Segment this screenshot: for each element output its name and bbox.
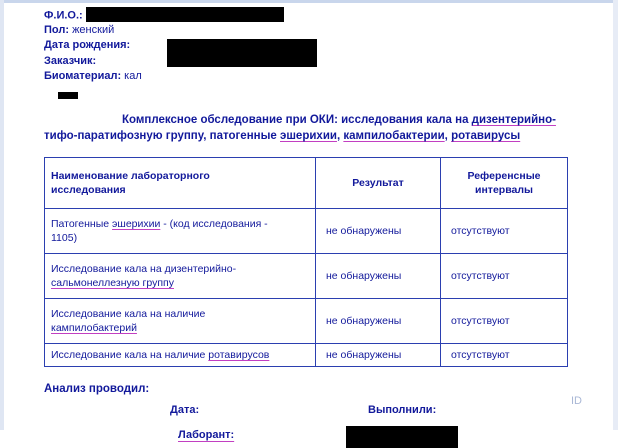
title-line2-b: эшерихии xyxy=(280,130,337,142)
patient-header xyxy=(44,8,589,99)
title-line2-d: кампилобактерии xyxy=(343,130,445,142)
analysis-by-label: Анализ проводил: xyxy=(44,383,150,395)
watermark: ID xyxy=(571,395,582,407)
title-line1-emphasis: дизентерийно- xyxy=(471,114,556,126)
title-line2-e: , xyxy=(444,130,452,142)
signature-redaction xyxy=(346,426,458,448)
lab-technician-label: Лаборант: xyxy=(178,429,235,441)
report-title xyxy=(44,112,589,144)
row-name-part-a: Патогенные xyxy=(51,218,113,230)
row-result: не обнаружены xyxy=(316,254,441,299)
row-result: не обнаружены xyxy=(316,299,441,344)
patient-sex-row xyxy=(44,23,589,38)
row-name xyxy=(45,344,316,367)
row-result: не обнаружены xyxy=(316,209,441,254)
row-name xyxy=(45,254,316,299)
small-redaction xyxy=(58,92,78,99)
page-top-edge xyxy=(0,0,618,3)
table-row xyxy=(45,299,568,344)
row-name-part-a: Исследование кала на дизентерийно- xyxy=(51,263,237,275)
row-name-line2: сальмонеллезную группу xyxy=(51,277,174,289)
header-investigation-line1: Наименование лабораторного xyxy=(51,170,210,182)
row-name-part-a: Исследование кала на наличие xyxy=(51,349,209,361)
biomaterial-value: кал xyxy=(124,70,142,82)
footer-signature-row xyxy=(44,429,589,445)
patient-sex-label: Пол: xyxy=(44,24,70,36)
title-line2-f: ротавирусы xyxy=(451,130,521,142)
table-row xyxy=(45,254,568,299)
extra-redaction-row xyxy=(44,84,589,99)
header-investigation-name xyxy=(45,158,316,209)
row-name-part-b: ротавирусов xyxy=(208,349,270,361)
table-row xyxy=(45,344,568,367)
header-reference-line1: Референсные xyxy=(467,170,541,182)
date-label: Дата: xyxy=(170,404,200,416)
patient-dob-label: Дата рождения: xyxy=(44,39,131,51)
biomaterial-label: Биоматериал: xyxy=(44,70,122,82)
row-name xyxy=(45,209,316,254)
biomaterial-row xyxy=(44,69,589,84)
customer-label: Заказчик: xyxy=(44,55,97,67)
document-content xyxy=(44,8,589,445)
results-table xyxy=(44,157,568,367)
row-reference: отсутствуют xyxy=(441,209,568,254)
row-reference: отсутствуют xyxy=(441,299,568,344)
performed-label: Выполнили: xyxy=(368,404,437,416)
title-line2-c: , xyxy=(336,130,344,142)
patient-name-label: Ф.И.О.: xyxy=(44,9,83,22)
row-name-part-b: эшерихии xyxy=(112,218,161,230)
page-right-edge xyxy=(613,0,618,430)
row-result: не обнаружены xyxy=(316,344,441,367)
title-line1: Комплексное обследование при ОКИ: исследования кала на xyxy=(122,114,472,126)
patient-name-redaction xyxy=(86,7,284,22)
header-result: Результат xyxy=(316,158,441,209)
patient-sex-value: женский xyxy=(72,24,115,36)
patient-dob-row xyxy=(44,38,589,54)
report-footer xyxy=(44,383,589,445)
row-name xyxy=(45,299,316,344)
row-name-part-c: - (код исследования - xyxy=(160,218,268,230)
header-reference xyxy=(441,158,568,209)
table-row xyxy=(45,209,568,254)
row-reference: отсутствуют xyxy=(441,254,568,299)
footer-labels-row xyxy=(44,404,589,420)
row-name-line2: кампилобактерий xyxy=(51,322,137,334)
row-name-line2: 1105) xyxy=(51,232,78,244)
table-header-row xyxy=(45,158,568,209)
title-line2-a: тифо-паратифозную группу, патогенные xyxy=(44,130,280,142)
header-reference-line2: интервалы xyxy=(475,184,533,196)
row-reference: отсутствуют xyxy=(441,344,568,367)
customer-row xyxy=(44,54,589,69)
page-left-edge xyxy=(0,0,4,430)
header-investigation-line2: исследования xyxy=(51,184,126,196)
row-name-part-a: Исследование кала на наличие xyxy=(51,308,206,320)
patient-name-row xyxy=(44,8,589,23)
